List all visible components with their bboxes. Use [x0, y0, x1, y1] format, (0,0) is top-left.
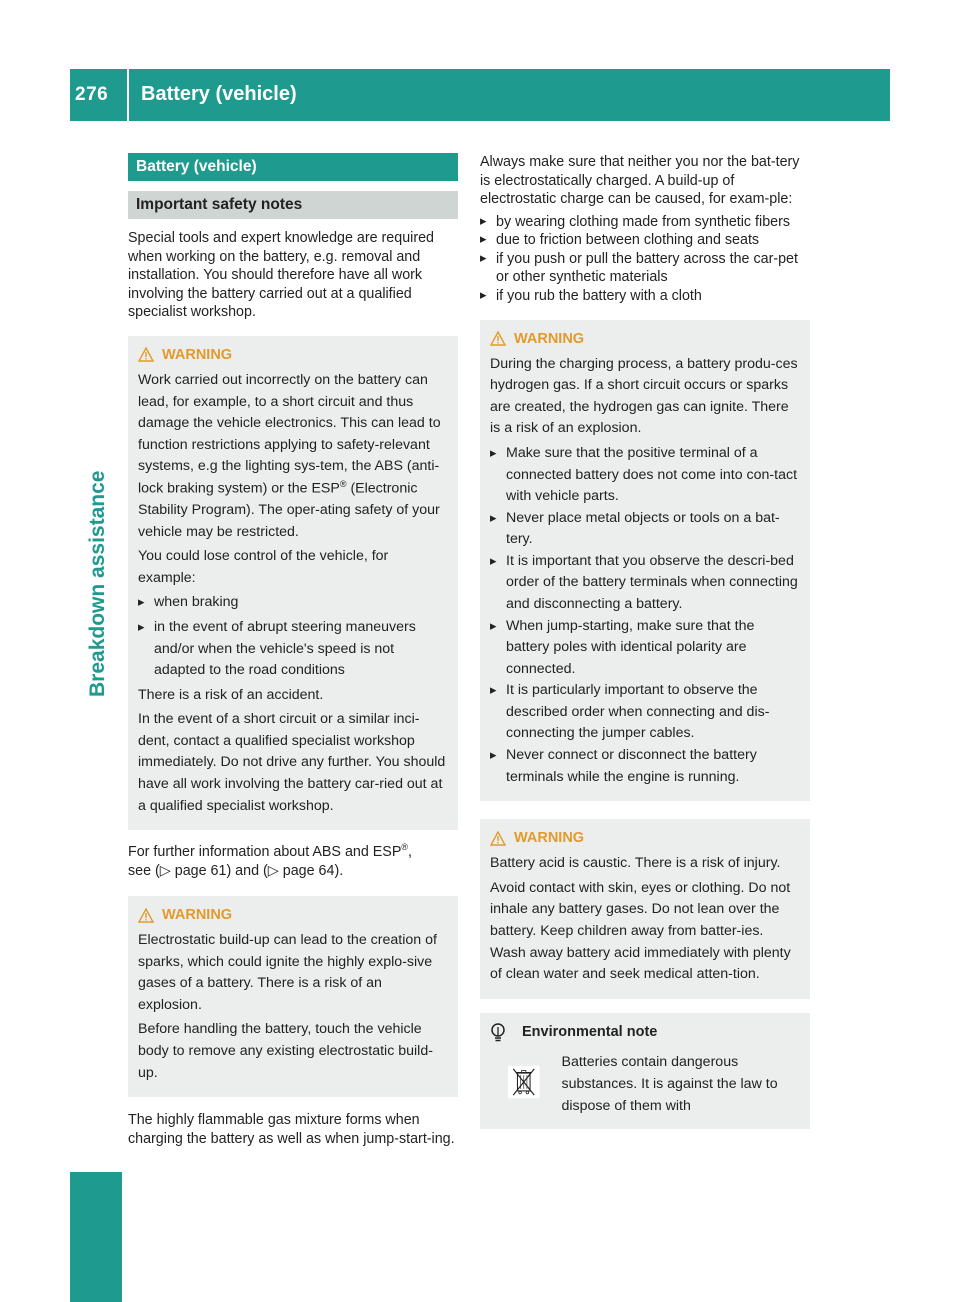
warning-paragraph: In the event of a short circuit or a similar inci-dent, contact a qualified specialist workshop immediately. Do not drive any further. You should have all work involving the battery car-ried out at a qualified specialist workshop. — [138, 711, 446, 814]
environmental-note-body — [490, 1051, 800, 1117]
warning-paragraph: Battery acid is caustic. There is a risk of injury. — [490, 855, 781, 872]
list-item: ▸ if you push or pull the battery across the car-pet or other synthetic materials — [480, 250, 810, 287]
warning-paragraph — [138, 370, 448, 543]
warning-paragraph: Avoid contact with skin, eyes or clothing. Do not inhale any battery gases. Do not lean over the battery. Keep children away from batter-ies. Wash away battery acid immediately with plenty of clean water and seek medical atten-tion. — [490, 879, 791, 983]
warning-box-4 — [480, 819, 810, 999]
crossed-out-bin-icon — [508, 1051, 540, 1113]
warning-label: WARNING — [514, 830, 585, 847]
registered-mark: ® — [401, 842, 409, 853]
warning-bullet-list — [490, 443, 800, 788]
environmental-note-text: Batteries contain dangerous substances. It is against the law to dispose of them with — [561, 1053, 778, 1114]
outro-paragraph: The highly flammable gas mixture forms when charging the battery as well as when jump-start-ing. — [128, 1112, 455, 1147]
warning-paragraph: Before handling the battery, touch the vehicle body to remove any existing electrostatic build-up. — [138, 1021, 433, 1081]
text: ). — [334, 862, 344, 879]
arrow-ref-icon: ▷ — [267, 862, 283, 879]
lightbulb-icon — [490, 1023, 506, 1043]
warning-text: Work carried out incorrectly on the battery can lead, for example, to a short circuit and thus damage the vehicle electronics. This can lead to function restrictions applying to safety-relevant systems, e.g the lighting sys-tem, the ABS (anti-lock braking system) or the ESP — [138, 371, 441, 497]
right-column — [480, 153, 810, 1129]
list-item: ▸ if you rub the battery with a cloth — [480, 287, 810, 306]
sidebar-section-label — [86, 470, 114, 1017]
list-item: ▸ due to friction between clothing and seats — [480, 231, 810, 250]
sub-heading: Important safety notes — [128, 191, 458, 219]
warning-title — [138, 344, 448, 366]
page-ref-link[interactable]: page 64 — [282, 862, 335, 879]
list-item: ▸ Make sure that the positive terminal of a connected battery does not come into con-tact with vehicle parts. — [490, 443, 800, 508]
warning-box-3 — [480, 320, 810, 802]
environmental-note-title — [490, 1023, 800, 1043]
list-item: ▸ when braking — [138, 592, 448, 614]
warning-label: WARNING — [162, 346, 233, 363]
warning-triangle-icon — [138, 908, 154, 923]
list-item: ▸ in the event of abrupt steering maneuvers and/or when the vehicle's speed is not adapted to the road conditions — [138, 617, 448, 682]
side-tab-block — [70, 1172, 122, 1302]
list-item: ▸ Never connect or disconnect the battery terminals while the engine is running. — [490, 745, 800, 788]
warning-box-2 — [128, 896, 458, 1097]
further-info-paragraph — [128, 842, 458, 880]
warning-title — [490, 827, 800, 849]
section-heading: Battery (vehicle) — [128, 153, 458, 181]
text: see ( — [128, 862, 160, 879]
page-number: 276 — [75, 84, 109, 105]
list-item: ▸ It is important that you observe the descri-bed order of the battery terminals when connecting and disconnecting a battery. — [490, 551, 800, 616]
warning-title — [490, 328, 800, 350]
list-item: ▸ Never place metal objects or tools on a bat-tery. — [490, 508, 800, 551]
warning-paragraph: There is a risk of an accident. — [138, 686, 324, 703]
warning-label: WARNING — [162, 907, 233, 924]
page-ref-link[interactable]: page 61 — [174, 862, 227, 879]
registered-mark: ® — [339, 478, 347, 489]
bullet-list — [480, 213, 810, 306]
intro-paragraph: Special tools and expert knowledge are required when working on the battery, e.g. removal and installation. You should therefore have all work involving the battery carried out at a qualified specialist workshop. — [128, 230, 434, 321]
warning-triangle-icon — [490, 331, 506, 346]
left-column — [128, 153, 458, 1148]
warning-text: (Electronic Stability Program). The oper-ating safety of your vehicle may be restricted. — [138, 480, 440, 540]
arrow-ref-icon: ▷ — [159, 862, 175, 879]
warning-label: WARNING — [514, 330, 585, 347]
warning-paragraph: You could lose control of the vehicle, for example: — [138, 548, 389, 586]
list-item: ▸ It is particularly important to observe the described order when connecting and dis-connecting the jumper cables. — [490, 680, 800, 745]
text: , — [408, 843, 413, 860]
environmental-note-box — [480, 1013, 810, 1129]
header-divider — [127, 69, 129, 121]
sidebar-section-text: Breakdown assistance — [86, 470, 109, 697]
warning-box-1 — [128, 336, 458, 830]
warning-paragraph: During the charging process, a battery produ-ces hydrogen gas. If a short circuit occurs or sparks are created, the hydrogen gas can ignite. There is a risk of an explosion. — [490, 355, 798, 437]
page-title: Battery (vehicle) — [141, 83, 297, 105]
warning-triangle-icon — [490, 831, 506, 846]
warning-title — [138, 904, 448, 926]
intro-paragraph: Always make sure that neither you nor the bat-tery is electrostatically charged. A build-up of electrostatic charge can be caused, for exam-ple: — [480, 154, 800, 208]
warning-bullet-list — [138, 592, 448, 681]
warning-triangle-icon — [138, 347, 154, 362]
environmental-note-label: Environmental note — [522, 1024, 658, 1041]
list-item: ▸ by wearing clothing made from synthetic fibers — [480, 213, 810, 232]
text: ) and ( — [226, 862, 268, 879]
text: For further information about ABS and ESP — [128, 843, 402, 860]
warning-paragraph: Electrostatic build-up can lead to the creation of sparks, which could ignite the highly explo-sive gases of a battery. There is a risk of an explosion. — [138, 932, 437, 1013]
list-item: ▸ When jump-starting, make sure that the battery poles with identical polarity are connected. — [490, 616, 800, 681]
